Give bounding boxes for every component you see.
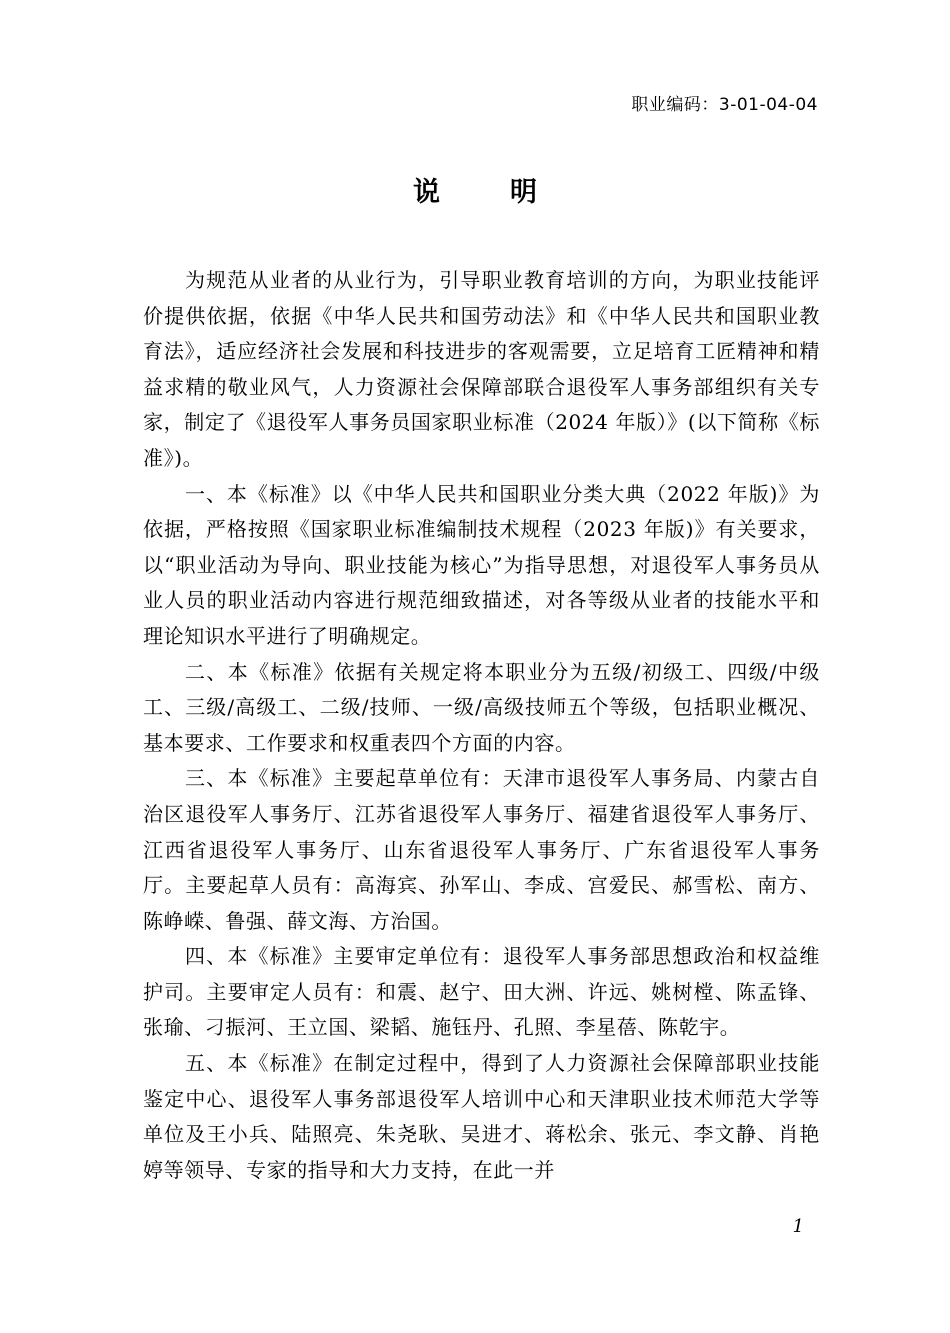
paragraph-5: 五、本《标准》在制定过程中，得到了人力资源社会保障部职业技能鉴定中心、退役军人事务部退役军人培训中心和天津职业技术师范大学等单位及王小兵、陆照亮、朱尧耿、吴进才、蒋松余、张元、李文静、肖艳婷等领导、专家的指导和大力支持，在此一并 <box>143 1051 820 1182</box>
occupation-code: 职业编码：3-01-04-04 <box>631 95 818 115</box>
body-text <box>143 263 820 1188</box>
page-title: 说明 <box>413 177 607 208</box>
page-number: 1 <box>792 1216 804 1237</box>
paragraph-3: 三、本《标准》主要起草单位有：天津市退役军人事务局、内蒙古自治区退役军人事务厅、江苏省退役军人事务厅、福建省退役军人事务厅、江西省退役军人事务厅、山东省退役军人事务厅、广东省退役军人事务厅。主要起草人员有：高海宾、孙军山、李成、宫爱民、郝雪松、南方、陈峥嵘、鲁强、薛文海、方治国。 <box>143 766 820 933</box>
paragraph-2: 二、本《标准》依据有关规定将本职业分为五级/初级工、四级/中级工、三级/高级工、二级/技师、一级/高级技师五个等级，包括职业概况、基本要求、工作要求和权重表四个方面的内容。 <box>143 659 820 755</box>
paragraph-1: 一、本《标准》以《中华人民共和国职业分类大典（2022 年版)》为依据，严格按照《国家职业标准编制技术规程（2023 年版)》有关要求，以“职业活动为导向、职业技能为核心”为指导思想，对退役军人事务员从业人员的职业活动内容进行规范细致描述，对各等级从业者的技能水平和理论知识水平进行了明确规定。 <box>143 481 820 648</box>
paragraph-4: 四、本《标准》主要审定单位有：退役军人事务部思想政治和权益维护司。主要审定人员有：和震、赵宁、田大洲、许远、姚树樘、陈孟锋、张瑜、刁振河、王立国、梁韬、施钰丹、孔照、李星蓓、陈乾宇。 <box>143 944 820 1040</box>
paragraph-intro: 为规范从业者的从业行为，引导职业教育培训的方向，为职业技能评价提供依据，依据《中华人民共和国劳动法》和《中华人民共和国职业教育法》，适应经济社会发展和科技进步的客观需要，立足培育工匠精神和精益求精的敬业风气，人力资源社会保障部联合退役军人事务部组织有关专家，制定了《退役军人事务员国家职业标准（2024 年版）》(以下简称《标准》)。 <box>143 268 820 470</box>
